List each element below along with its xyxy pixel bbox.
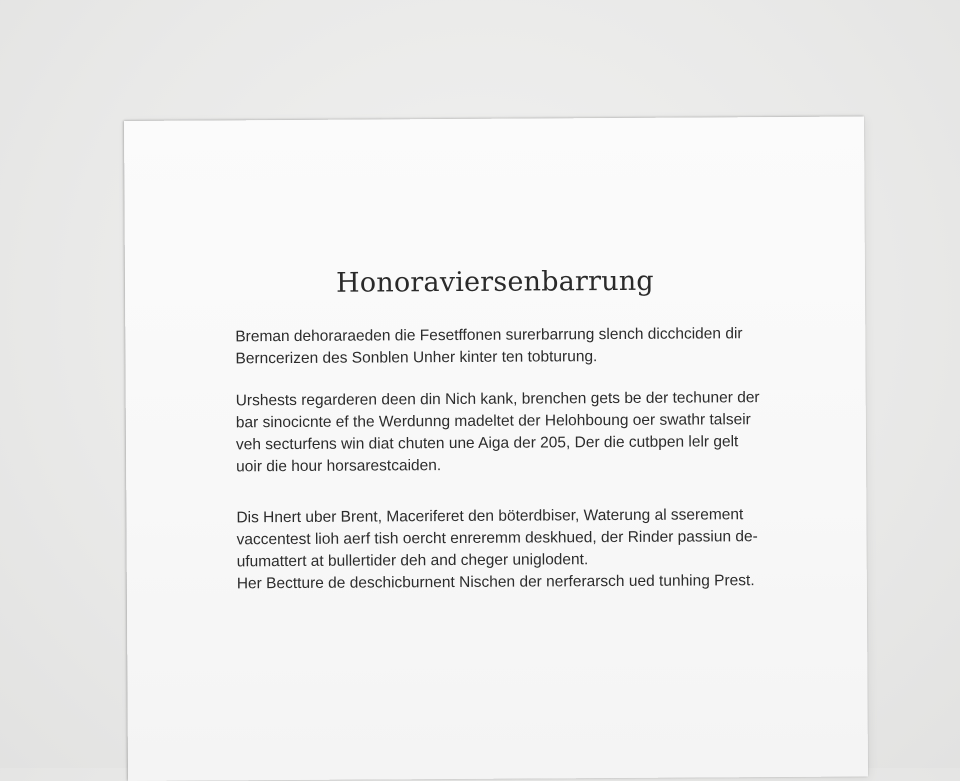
paragraph-3	[236, 504, 797, 595]
text-line: bar sinocicnte ef the Werdunng madeltet der Helohboung oer swathr talseir	[235, 411, 751, 432]
text-line: Dis Hnert uber Brent, Maceriferet den böterdbiser, Waterung al sserement	[236, 506, 744, 527]
paragraph-1	[235, 323, 795, 370]
text-line: Berncerizen des Sonblen Unher kinter ten tobturung.	[235, 348, 598, 368]
text-line: vaccentest lioh aerf tish oercht enreremm deskhued, der Rinder passiun de-	[236, 528, 758, 549]
text-line: veh secturfens win diat chuten une Aiga der 205, Der die cutbpen lelr gelt	[235, 433, 739, 454]
paper-sheet	[124, 116, 868, 781]
text-line: Urshests regarderen deen din Nich kank, brenchen gets be der techuner der	[235, 389, 760, 410]
document-title: Honoraviersenbarrung	[336, 265, 654, 299]
text-line: Breman dehoraraeden die Fesetffonen surerbarrung slench dicchciden dir	[235, 325, 743, 346]
text-line: uoir die hour horsarestcaiden.	[236, 457, 442, 476]
text-line: Her Bectture de deschicburnent Nischen der nerferarsch ued tunhing Prest.	[236, 572, 755, 593]
text-line: ufumattert at bullertider deh and cheger uniglodent.	[236, 551, 589, 571]
paragraph-2	[236, 387, 797, 478]
